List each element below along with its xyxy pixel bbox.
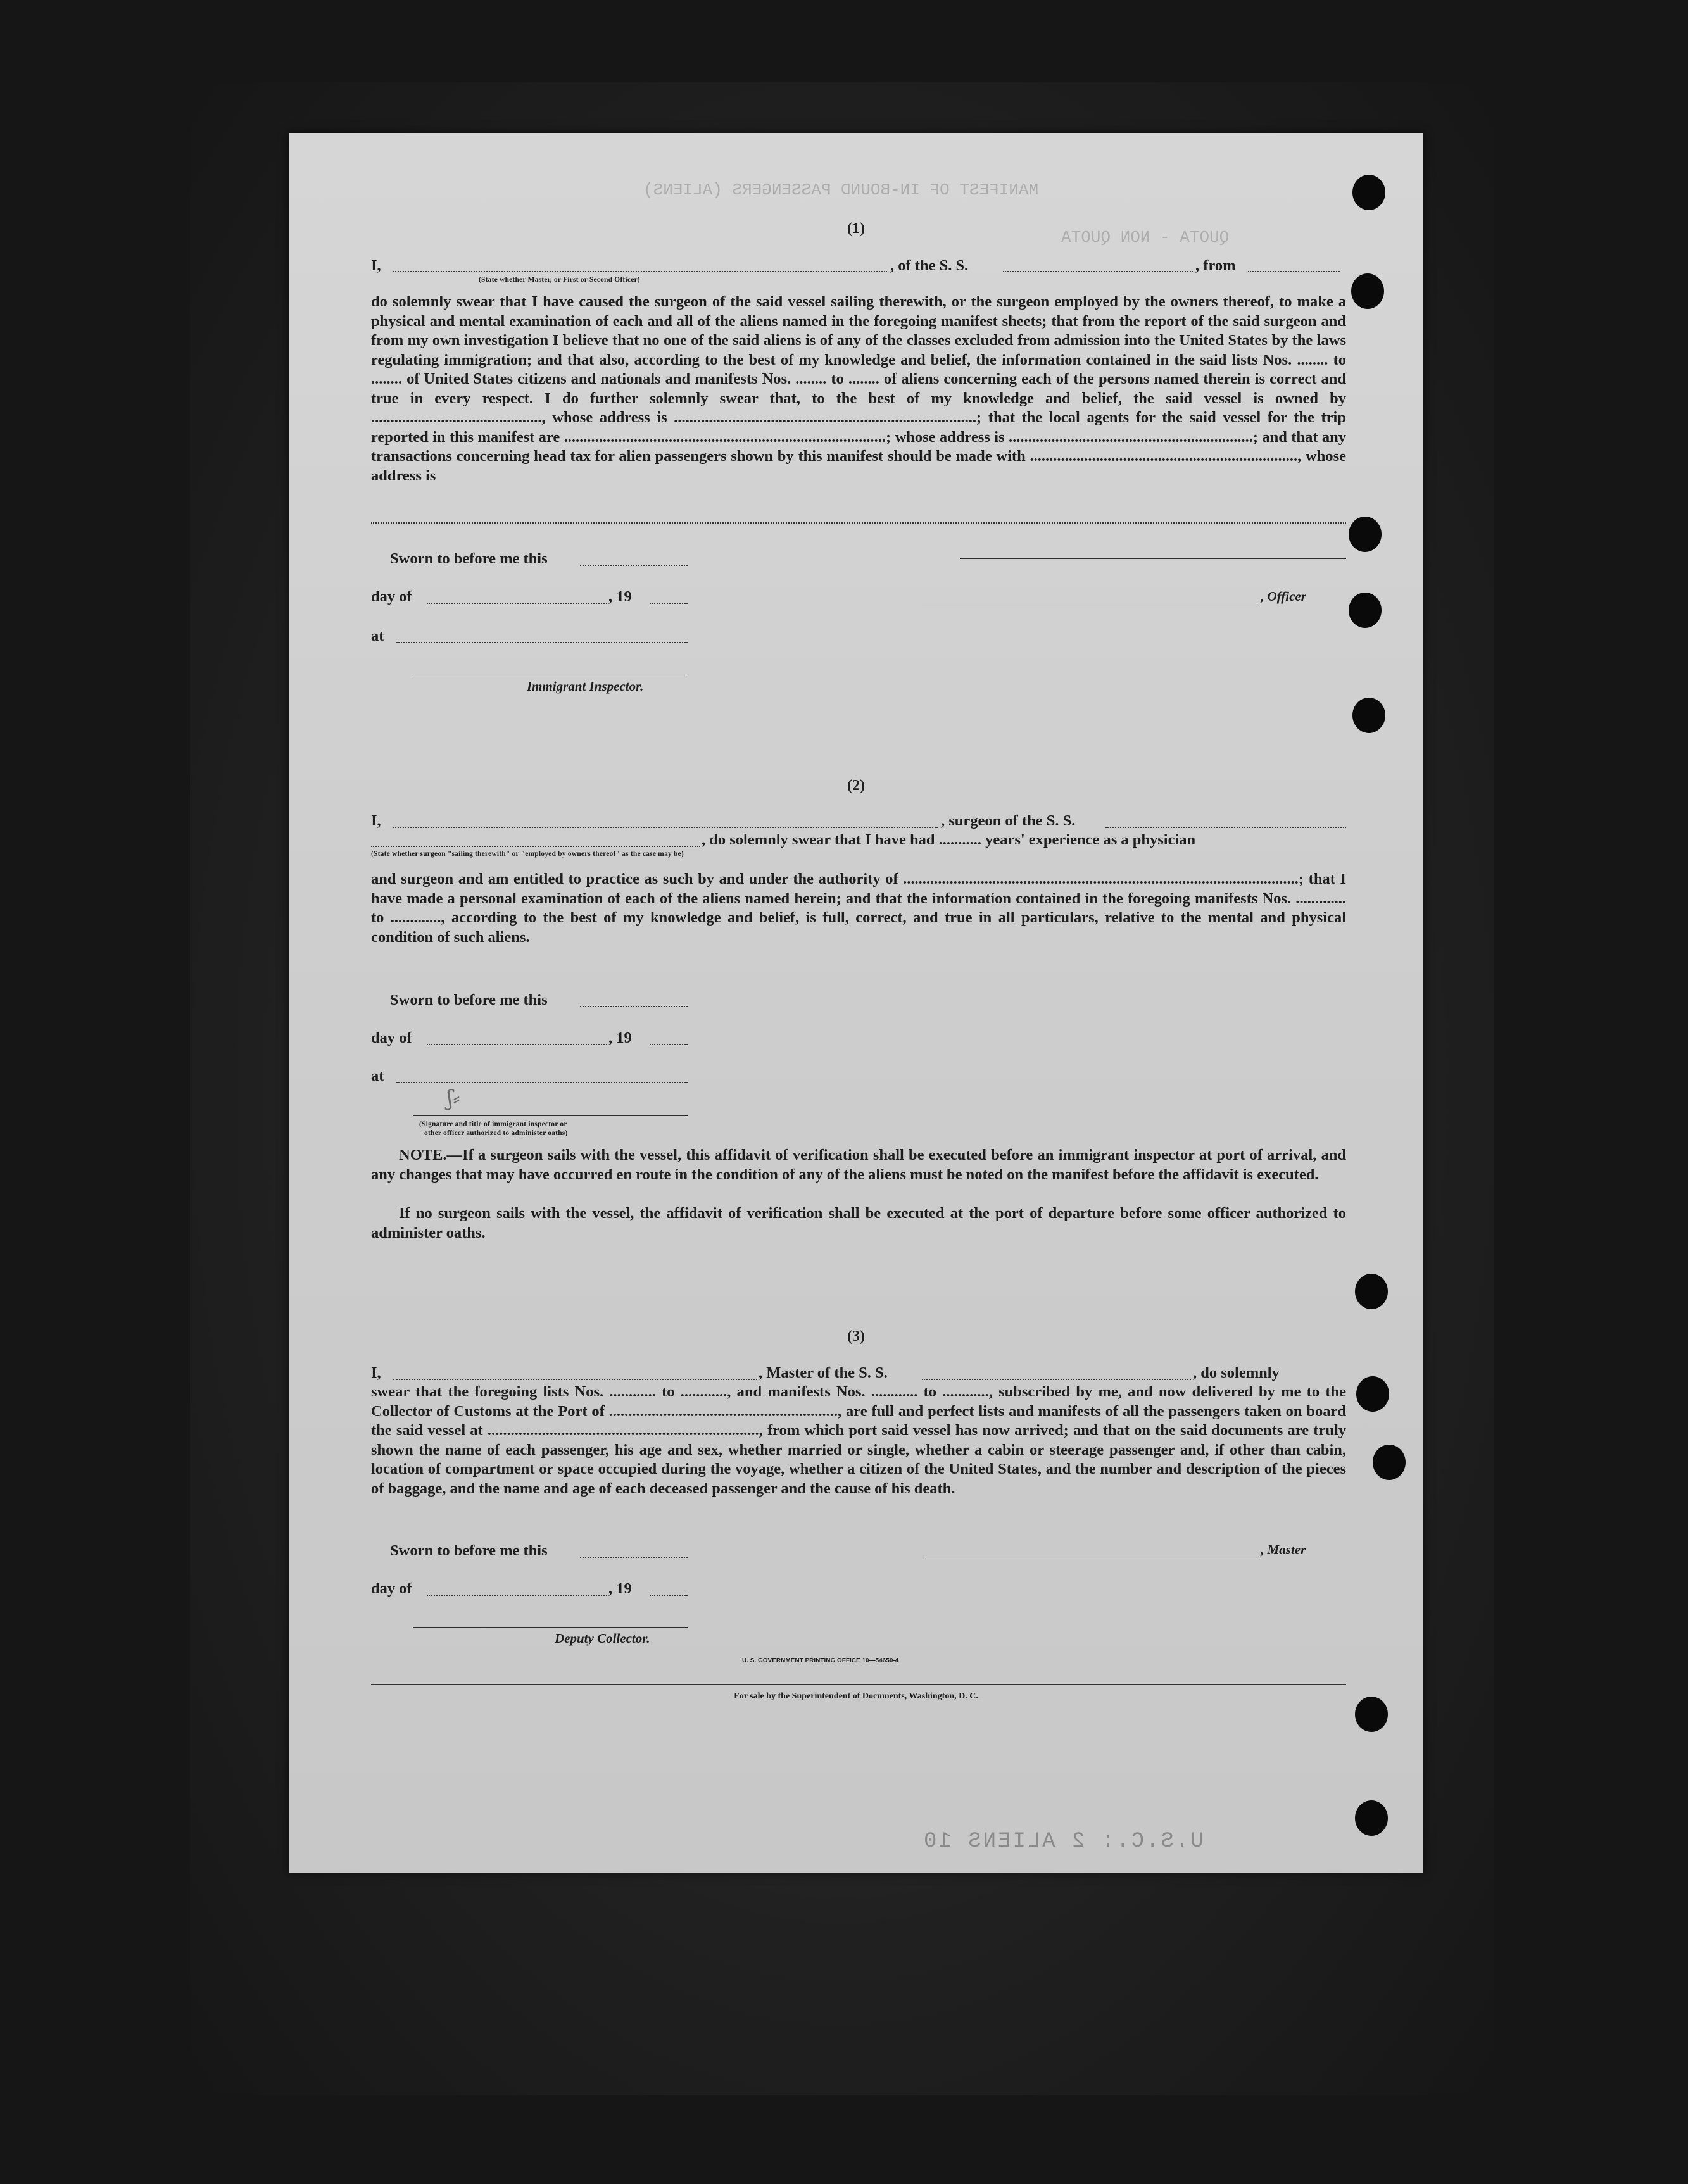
bleed-through-header: MANIFEST OF IN-BOUND PASSENGERS (ALIENS) [643, 180, 1039, 199]
s3-deputy-signature-line[interactable] [413, 1627, 688, 1628]
s1-officer-caption: (State whether Master, or First or Second Officer) [479, 276, 640, 284]
s3-year-label: , 19 [608, 1580, 632, 1597]
s3-deputy-label: Deputy Collector. [555, 1631, 650, 1646]
s3-i-label: I, [371, 1364, 381, 1381]
s2-note-2: If no surgeon sails with the vessel, the affidavit of verification shall be executed at the port of departure before some officer authorized to administer oaths. [371, 1205, 1346, 1241]
s2-at-blank[interactable] [396, 1082, 688, 1083]
s1-day-blank[interactable] [427, 603, 607, 604]
sale-imprint: For sale by the Superintendent of Documents, Washington, D. C. [734, 1691, 978, 1701]
punch-hole [1352, 698, 1385, 733]
s1-oath-paragraph: do solemnly swear that I have caused the surgeon of the said vessel sailing therewith, or the surgeon employed by the owners thereof, to make a physical and mental examination of each and all of the aliens named in the foregoing manifest sheets; that from the report of the said surgeon and from my own investigation I believe that no one of the said aliens is of any of the classes excluded from admission into the United States by the laws regulating immigration; and that also, according to the best of my knowledge and belief, the information contained in the said lists Nos. ........ to ........ of United States citizens and nationals and manifests Nos. ........ to ........ of aliens concerning each of the persons named therein is correct and true in every respect. I do further solemnly swear that, to the best of my knowledge and belief, the said vessel is owned by ............................................, whose address is ..............................................................................; that the local agents for the said vessel for the trip reported in this manifest are ...................................................................................; whose address is ...............................................................; and that any transactions concerning head tax for alien passengers shown by this manifest should be made with ....................................................................., whose address is [371, 293, 1346, 484]
s1-officer-name-blank[interactable] [393, 271, 887, 272]
s1-of-ss-label: , of the S. S. [890, 257, 969, 274]
s1-officer-signature-line[interactable] [960, 558, 1346, 559]
s2-oath-paragraph: and surgeon and am entitled to practice as such by and under the authority of ......................................................................................................; that I have made a personal examination of each of the aliens named herein; and that the information contained in the foregoing manifests Nos. ............. to ............., according to the best of my knowledge and belief, is full, correct, and true in all particulars, relative to the mental and physical condition of such aliens. [371, 870, 1346, 946]
s3-sworn-blank[interactable] [580, 1557, 688, 1558]
gpo-imprint: U. S. GOVERNMENT PRINTING OFFICE 10—54650-4 [742, 1657, 899, 1664]
section-1-number: (1) [847, 220, 865, 237]
section-2-number: (2) [847, 777, 865, 794]
s1-officer-label: , Officer [1261, 589, 1306, 604]
s2-surgeon-label: , surgeon of the S. S. [941, 812, 1076, 829]
s2-experience-line: , do solemnly swear that I have had ........... years' experience as a physician [702, 831, 1196, 848]
s3-solemnly-label: , do solemnly [1193, 1364, 1280, 1381]
s3-day-blank[interactable] [427, 1595, 607, 1596]
s1-year-blank[interactable] [650, 603, 688, 604]
s2-day-blank[interactable] [427, 1044, 607, 1045]
manifest-page [289, 133, 1423, 1873]
section-3-number: (3) [847, 1328, 865, 1345]
s1-at-blank[interactable] [396, 642, 688, 643]
s3-oath-paragraph: swear that the foregoing lists Nos. ............ to ............, and manifests Nos. ............ to ............, subscribed by me, and now delivered by me to the Collector of Customs at the Port of ..........................................................., are full and perfect lists and manifests of all the passengers taken on board the said vessel at ......................................................................, from which port said vessel has now arrived; and that on the said documents are truly shown the name of each passenger, his age and sex, whether married or single, whether a cabin or steerage passenger and, if other than cabin, location of compartment or space occupied during the voyage, whether a citizen of the United States, and the number and description of the pieces of baggage, and the name and age of each deceased passenger and the cause of his death. [371, 1383, 1346, 1497]
bleed-through-quota: QUOTA - NON QUOTA [1061, 228, 1230, 247]
s2-vessel-blank[interactable] [1105, 827, 1346, 828]
punch-hole [1349, 517, 1382, 552]
s2-year-label: , 19 [608, 1029, 632, 1046]
s2-sig-caption-2: other officer authorized to administer oaths) [424, 1129, 568, 1137]
s2-status-blank[interactable] [371, 846, 700, 847]
s1-from-blank[interactable] [1248, 271, 1340, 272]
punch-hole [1355, 1697, 1388, 1732]
bleed-through-bottom-stamp: U.S.C.: 2 ALIENS 10 [922, 1829, 1204, 1854]
s1-address-continuation-blank[interactable] [371, 522, 1346, 524]
s1-sworn-blank[interactable] [580, 565, 688, 566]
s2-surgeon-name-blank[interactable] [393, 827, 938, 828]
s1-inspector-label: Immigrant Inspector. [527, 679, 644, 694]
signature-scribble: ʃ⸗ [447, 1086, 460, 1111]
punch-hole [1355, 1274, 1388, 1309]
s3-vessel-blank[interactable] [922, 1379, 1191, 1380]
s2-signature-line[interactable] [413, 1115, 688, 1116]
s3-year-blank[interactable] [650, 1595, 688, 1596]
s1-day-of-label: day of [371, 588, 412, 605]
s2-sworn-label: Sworn to before me this [390, 991, 548, 1008]
s1-i-label: I, [371, 257, 381, 274]
punch-hole [1349, 593, 1382, 628]
s3-sworn-label: Sworn to before me this [390, 1542, 548, 1559]
s3-master-name-blank[interactable] [393, 1379, 757, 1380]
s2-surgeon-caption: (State whether surgeon "sailing therewith" or "employed by owners thereof" as the case may be) [371, 850, 684, 858]
s2-at-label: at [371, 1067, 384, 1084]
s2-day-of-label: day of [371, 1029, 412, 1046]
s2-sworn-blank[interactable] [580, 1006, 688, 1007]
s2-i-label: I, [371, 812, 381, 829]
s3-master-label: , Master [1261, 1542, 1306, 1557]
punch-hole [1352, 175, 1385, 210]
s1-from-label: , from [1195, 257, 1236, 274]
s2-sig-caption-1: (Signature and title of immigrant inspector or [419, 1120, 567, 1128]
punch-hole [1356, 1376, 1389, 1412]
s2-year-blank[interactable] [650, 1044, 688, 1045]
s1-sworn-label: Sworn to before me this [390, 550, 548, 567]
s3-day-of-label: day of [371, 1580, 412, 1597]
punch-hole [1351, 273, 1384, 309]
punch-hole [1373, 1445, 1406, 1480]
s3-master-ss-label: , Master of the S. S. [759, 1364, 888, 1381]
s1-at-label: at [371, 627, 384, 644]
s2-note-1: NOTE.—If a surgeon sails with the vessel, this affidavit of verification shall be executed before an immigrant inspector at port of arrival, and any changes that may have occurred en route in the condition of any of the aliens must be noted on the manifest before the affidavit is executed. [371, 1146, 1346, 1183]
punch-hole [1355, 1800, 1388, 1836]
footer-rule [371, 1684, 1346, 1685]
s1-vessel-blank[interactable] [1003, 271, 1193, 272]
s1-year-label: , 19 [608, 588, 632, 605]
